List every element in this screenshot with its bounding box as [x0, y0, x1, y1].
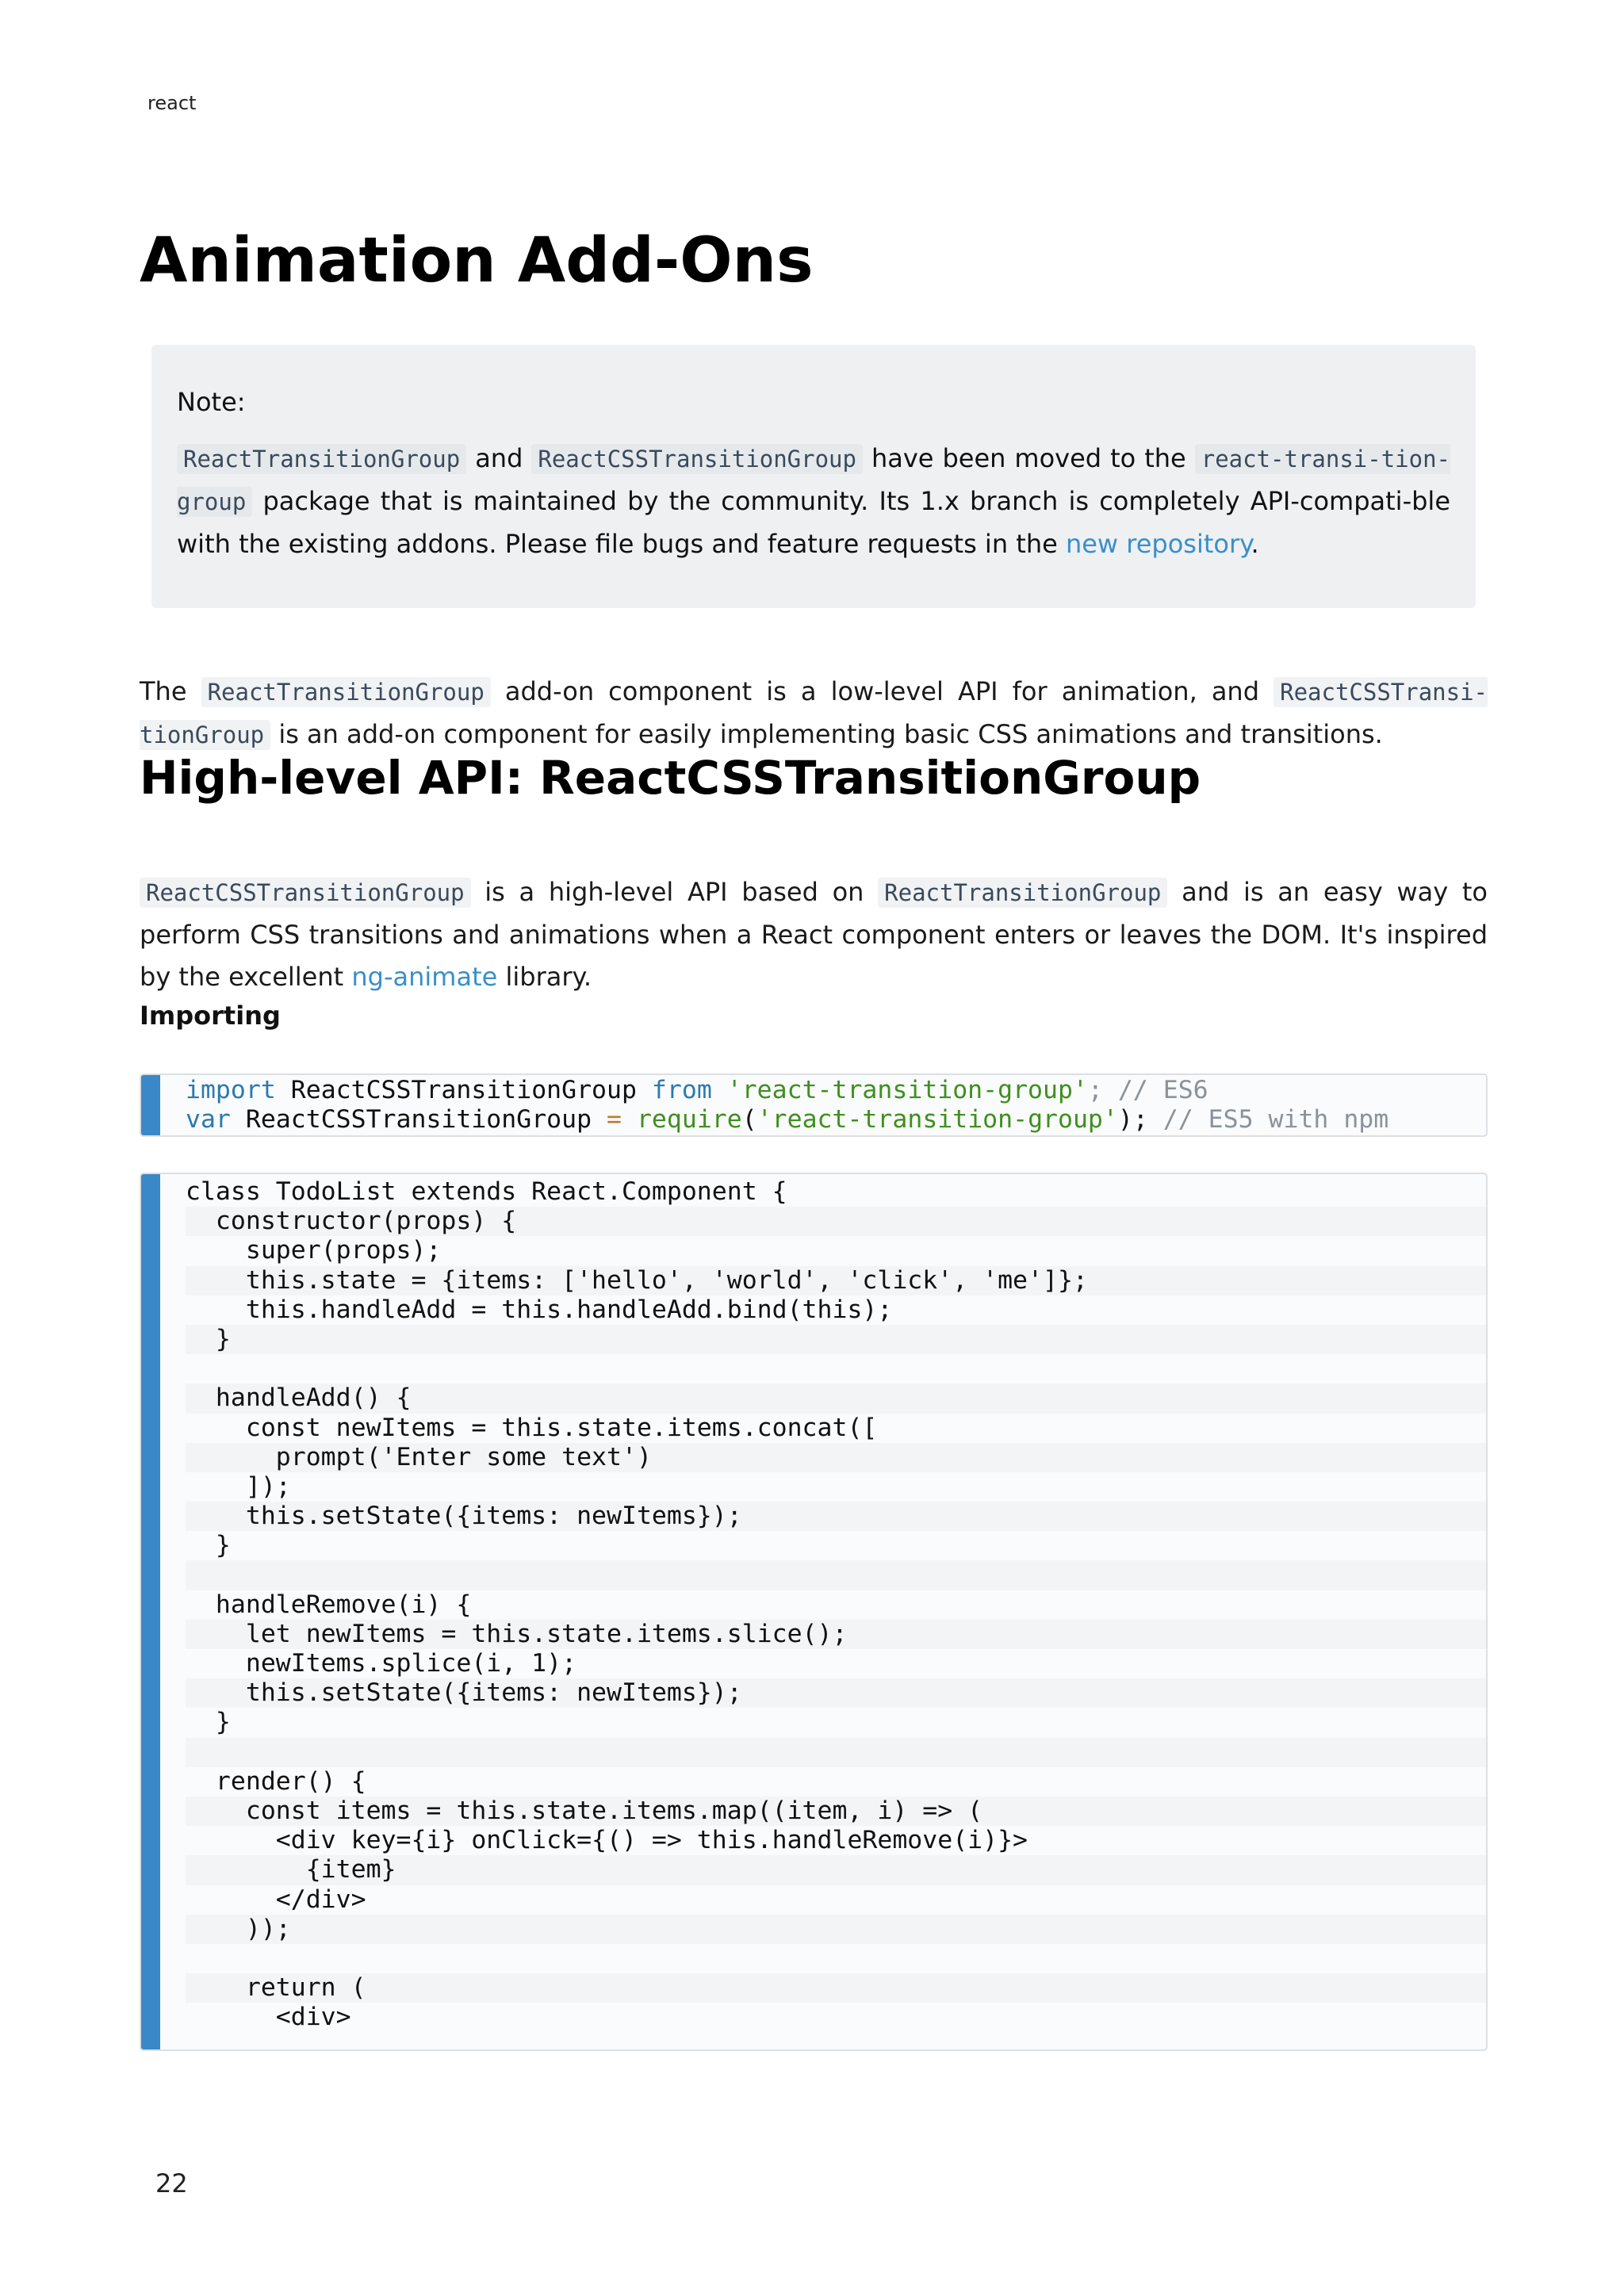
text-run: is a high-level API based on	[470, 877, 879, 907]
code-line	[186, 1738, 1486, 1767]
code-string: 'react-transition-group'	[726, 1076, 1088, 1104]
ng-animate-link[interactable]: ng-animate	[351, 962, 498, 992]
importing-heading: Importing	[140, 1001, 281, 1031]
code-line: </div>	[186, 1885, 366, 1914]
note-box	[151, 345, 1476, 608]
running-header: react	[147, 92, 197, 114]
code-comment: // ES6	[1117, 1076, 1208, 1104]
code-line: const newItems = this.state.items.concat([	[186, 1413, 878, 1442]
code-line: prompt('Enter some text')	[186, 1443, 1486, 1472]
code-line	[186, 1076, 1486, 1105]
code-keyword: import	[186, 1076, 276, 1104]
section-paragraph	[140, 871, 1488, 998]
code-line: handleRemove(i) {	[186, 1590, 472, 1619]
text-run: package that is maintained by the community. Its 1.x branch is completely API-compati-ble with the existing addons. Please file bugs and feature requests in the	[177, 486, 1450, 559]
inline-code: ReactCSSTransitionGroup	[531, 444, 863, 474]
code-line: ));	[186, 1915, 1486, 1944]
code-text	[712, 1076, 727, 1104]
inline-code: ReactCSSTransitionGroup	[140, 878, 471, 908]
code-line: <div>	[186, 2003, 351, 2032]
code-line: <div key={i} onClick={() => this.handleRemove(i)}>	[186, 1826, 1028, 1855]
page-content	[140, 225, 1488, 2032]
new-repository-link[interactable]: new repository	[1065, 529, 1251, 559]
code-keyword: var	[186, 1105, 231, 1134]
note-title: Note:	[177, 387, 246, 417]
code-lines	[186, 1076, 1486, 1135]
code-punct: (	[741, 1105, 757, 1134]
intro-paragraph	[140, 671, 1488, 756]
text-run: .	[1251, 529, 1259, 559]
code-line: let newItems = this.state.items.slice();	[186, 1620, 1486, 1649]
code-punct: ;	[1087, 1076, 1118, 1104]
code-line	[186, 1560, 1486, 1590]
page-number: 22	[155, 2168, 188, 2198]
text-run: The	[140, 676, 201, 706]
page-title: Animation Add-Ons	[140, 225, 814, 297]
code-text: ReactCSSTransitionGroup	[230, 1105, 607, 1134]
text-run: library.	[497, 962, 592, 992]
code-line: super(props);	[186, 1236, 442, 1265]
code-line: }	[186, 1531, 231, 1560]
code-line	[186, 1354, 1486, 1383]
code-line: this.handleAdd = this.handleAdd.bind(this);	[186, 1295, 893, 1324]
code-line: handleAdd() {	[186, 1383, 1486, 1413]
import-code-block	[140, 1073, 1488, 1137]
code-line	[186, 1944, 1486, 1973]
code-line: this.state = {items: ['hello', 'world', 'click', 'me']};	[186, 1266, 1486, 1295]
code-line: return (	[186, 1973, 1486, 2003]
code-line	[186, 1105, 1486, 1135]
section-heading: High-level API: ReactCSSTransitionGroup	[140, 751, 1201, 805]
code-comment: // ES5 with npm	[1162, 1105, 1389, 1134]
code-line: {item}	[186, 1855, 1486, 1885]
text-run: and	[466, 443, 532, 473]
code-string: 'react-transition-group'	[756, 1105, 1118, 1134]
code-keyword: from	[651, 1076, 712, 1104]
inline-code: ReactCSSTransi-tionGroup	[140, 679, 1488, 748]
code-operator: =	[607, 1105, 622, 1134]
code-line: render() {	[186, 1766, 366, 1796]
code-text	[622, 1105, 637, 1134]
text-run: add-on component is a low-level API for animation, and	[490, 676, 1274, 706]
text-run: and is an easy way to perform CSS transitions and animations when a React component enters or leaves the DOM. It's inspired by the excellent	[140, 877, 1488, 992]
code-line: class TodoList extends React.Component {	[186, 1177, 787, 1206]
code-line: }	[186, 1708, 231, 1737]
code-line: constructor(props) {	[186, 1207, 1486, 1236]
inline-code: ReactTransitionGroup	[878, 878, 1167, 908]
code-line: ]);	[186, 1471, 291, 1501]
code-block-accent-bar	[141, 1075, 160, 1135]
code-line: }	[186, 1325, 1486, 1354]
text-run: have been moved to the	[862, 443, 1195, 473]
code-line: const items = this.state.items.map((item, i) => (	[186, 1797, 1486, 1826]
note-text	[177, 438, 1450, 565]
code-line: this.setState({items: newItems});	[186, 1502, 1486, 1531]
code-line: this.setState({items: newItems});	[186, 1678, 1486, 1708]
todolist-code-block	[140, 1173, 1488, 2051]
text-run: is an add-on component for easily implementing basic CSS animations and transitions.	[270, 719, 1383, 749]
code-line: newItems.splice(i, 1);	[186, 1649, 577, 1678]
code-punct: );	[1117, 1105, 1163, 1134]
code-block-accent-bar	[141, 1174, 160, 2049]
code-text: ReactCSSTransitionGroup	[275, 1076, 652, 1104]
code-function: require	[636, 1105, 742, 1134]
inline-code: ReactTransitionGroup	[177, 444, 466, 474]
inline-code: ReactTransitionGroup	[201, 677, 491, 707]
inline-code: react-transi-tion-group	[177, 446, 1451, 515]
code-lines	[186, 1177, 1486, 2032]
